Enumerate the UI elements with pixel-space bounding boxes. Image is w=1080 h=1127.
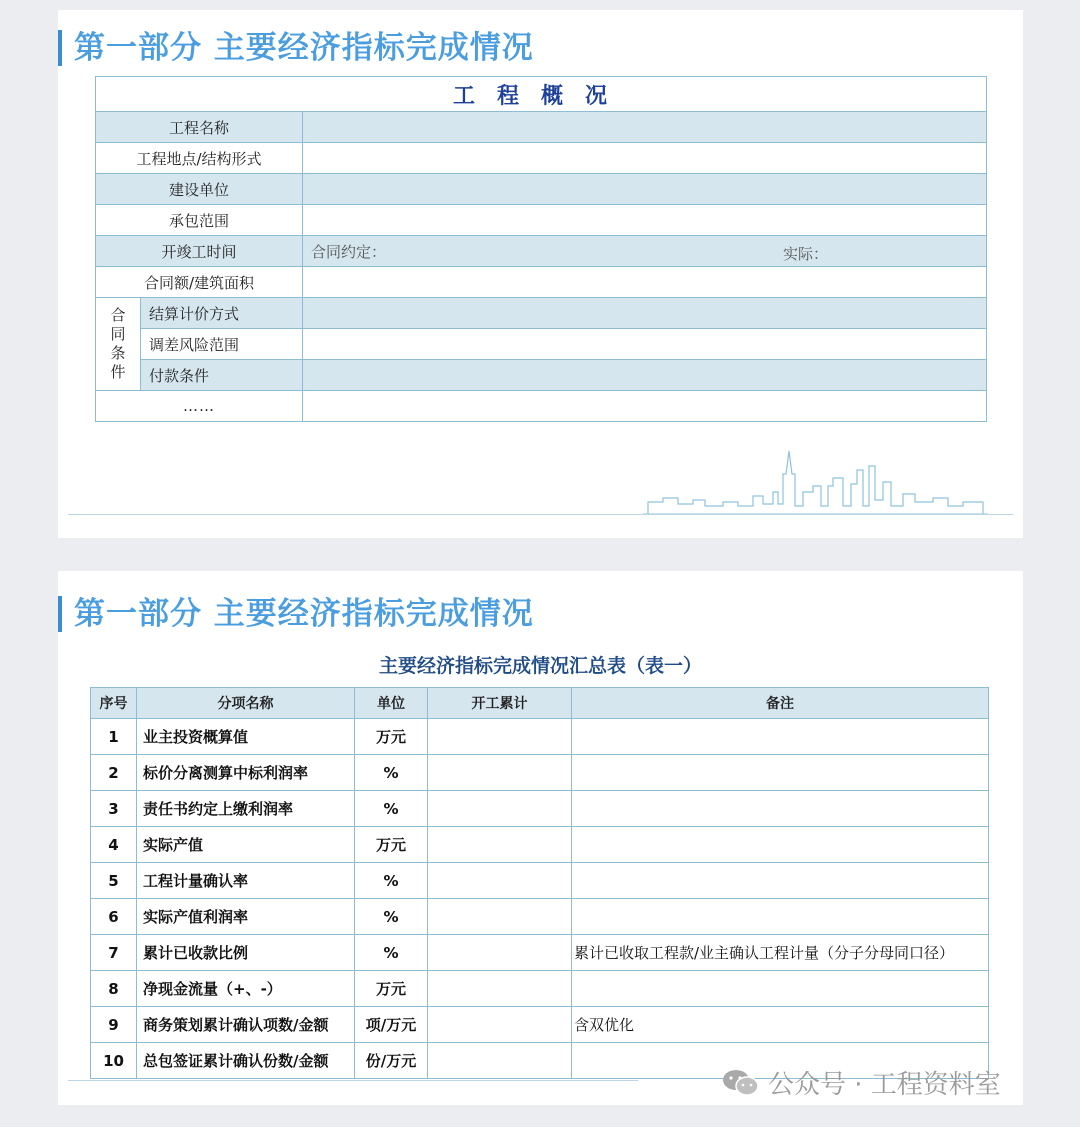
label-amount-area: 合同额/建筑面积 [96, 267, 303, 298]
label-location-structure: 工程地点/结构形式 [96, 143, 303, 174]
table-body [91, 719, 989, 1079]
table-caption: 主要经济指标完成情况汇总表（表一） [378, 655, 702, 677]
row-note [572, 755, 989, 791]
row-number: 6 [91, 899, 137, 935]
value-project-name [303, 112, 987, 143]
table-title: 工程概况 [96, 77, 987, 112]
row-number: 8 [91, 971, 137, 1007]
row-unit: % [355, 755, 428, 791]
value-payment [303, 360, 987, 391]
label-settlement: 结算计价方式 [141, 298, 303, 329]
label-scope: 承包范围 [96, 205, 303, 236]
table-row [91, 899, 989, 935]
slide2-bottom-rule [68, 1080, 638, 1081]
row-note [572, 791, 989, 827]
row-cumulative [428, 863, 572, 899]
project-overview-table [95, 76, 987, 422]
row-unit: 份/万元 [355, 1043, 428, 1079]
vertical-char: 合 [110, 306, 126, 324]
city-skyline-decoration [643, 446, 988, 518]
row-note: 累计已收取工程款/业主确认工程计量（分子分母同口径） [572, 935, 989, 971]
row-item-name: 净现金流量（+、-） [137, 971, 355, 1007]
row-unit: % [355, 935, 428, 971]
table-header-row [91, 688, 989, 719]
row-item-name: 责任书约定上缴利润率 [137, 791, 355, 827]
table-row [91, 827, 989, 863]
row-item-name: 业主投资概算值 [137, 719, 355, 755]
row-item-name: 实际产值利润率 [137, 899, 355, 935]
label-more: …… [96, 391, 303, 422]
row-note [572, 899, 989, 935]
row-cumulative [428, 971, 572, 1007]
table-row [91, 935, 989, 971]
row-cumulative [428, 899, 572, 935]
schedule-actual-label: 实际： [783, 245, 829, 263]
row-number: 7 [91, 935, 137, 971]
row-cumulative [428, 719, 572, 755]
row-number: 1 [91, 719, 137, 755]
value-owner [303, 174, 987, 205]
header-cumulative: 开工累计 [428, 688, 572, 719]
label-schedule: 开竣工时间 [96, 236, 303, 267]
row-unit: 项/万元 [355, 1007, 428, 1043]
row-cumulative [428, 827, 572, 863]
watermark-text: 公众号 · 工程资料室 [768, 1070, 1001, 1100]
label-price-risk: 调差风险范围 [141, 329, 303, 360]
watermark [722, 1064, 1001, 1101]
label-owner: 建设单位 [96, 174, 303, 205]
vertical-char: 件 [110, 363, 126, 381]
row-cumulative [428, 755, 572, 791]
row-unit: % [355, 863, 428, 899]
header-no: 序号 [91, 688, 137, 719]
slide1-heading: 第一部分 主要经济指标完成情况 [58, 30, 534, 66]
header-name: 分项名称 [137, 688, 355, 719]
row-number: 2 [91, 755, 137, 791]
row-cumulative [428, 935, 572, 971]
value-price-risk [303, 329, 987, 360]
row-note [572, 863, 989, 899]
row-note: 含双优化 [572, 1007, 989, 1043]
label-contract-conditions [96, 298, 141, 391]
value-schedule [303, 236, 987, 267]
value-more [303, 391, 987, 422]
slide-economic-summary [58, 571, 1023, 1105]
row-unit: % [355, 899, 428, 935]
row-item-name: 实际产值 [137, 827, 355, 863]
row-unit: 万元 [355, 719, 428, 755]
row-number: 9 [91, 1007, 137, 1043]
row-unit: % [355, 791, 428, 827]
row-item-name: 商务策划累计确认项数/金额 [137, 1007, 355, 1043]
row-number: 4 [91, 827, 137, 863]
row-item-name: 工程计量确认率 [137, 863, 355, 899]
economic-summary-table [90, 687, 989, 1079]
value-location-structure [303, 143, 987, 174]
wechat-icon [722, 1068, 760, 1098]
label-payment: 付款条件 [141, 360, 303, 391]
row-note [572, 971, 989, 1007]
table-row [91, 755, 989, 791]
slide-project-overview [58, 10, 1023, 538]
table-row [91, 719, 989, 755]
slide2-heading: 第一部分 主要经济指标完成情况 [58, 596, 534, 632]
value-amount-area [303, 267, 987, 298]
row-note [572, 827, 989, 863]
label-project-name: 工程名称 [96, 112, 303, 143]
row-item-name: 标价分离测算中标利润率 [137, 755, 355, 791]
row-item-name: 累计已收款比例 [137, 935, 355, 971]
vertical-char: 条 [110, 344, 126, 362]
row-number: 10 [91, 1043, 137, 1079]
value-settlement [303, 298, 987, 329]
slide1-bottom-rule [68, 514, 1013, 515]
row-cumulative [428, 1007, 572, 1043]
row-note [572, 719, 989, 755]
row-item-name: 总包签证累计确认份数/金额 [137, 1043, 355, 1079]
row-unit: 万元 [355, 971, 428, 1007]
vertical-char: 同 [110, 325, 126, 343]
row-cumulative [428, 791, 572, 827]
header-unit: 单位 [355, 688, 428, 719]
table-row [91, 863, 989, 899]
row-number: 3 [91, 791, 137, 827]
row-unit: 万元 [355, 827, 428, 863]
row-number: 5 [91, 863, 137, 899]
row-cumulative [428, 1043, 572, 1079]
table-row [91, 1007, 989, 1043]
header-note: 备注 [572, 688, 989, 719]
value-scope [303, 205, 987, 236]
table-row [91, 971, 989, 1007]
schedule-contract-label: 合同约定： [311, 242, 387, 261]
table-row [91, 791, 989, 827]
contract-conditions-vertical-text [96, 306, 140, 382]
